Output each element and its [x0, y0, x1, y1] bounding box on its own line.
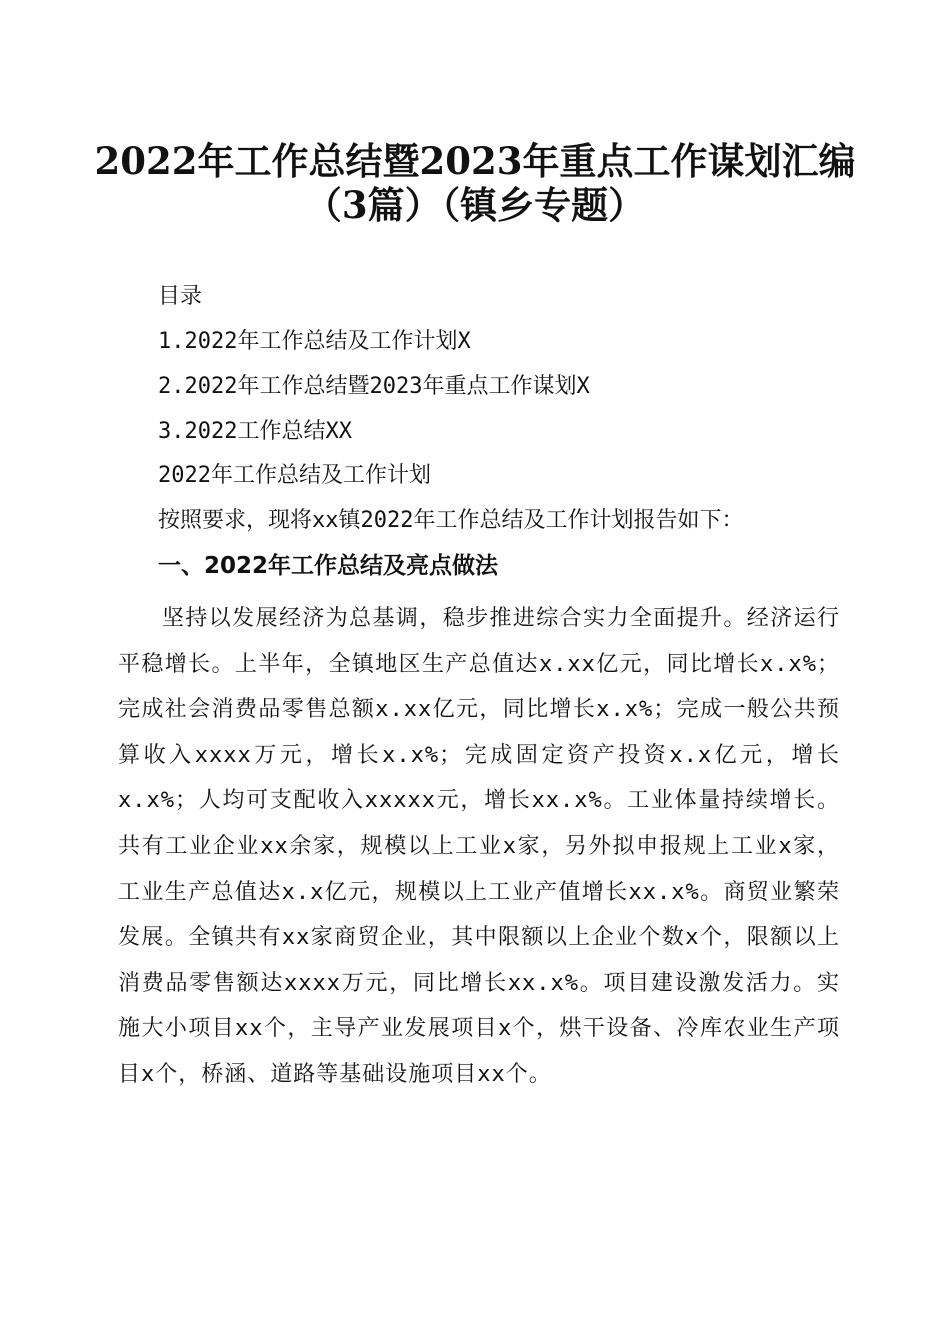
document-title-line-1: 2022年工作总结暨2023年重点工作谋划汇编	[94, 139, 856, 183]
document-title-line-2: （3篇）（镇乡专题）	[304, 183, 646, 227]
toc-heading: 目录	[158, 284, 203, 309]
article-intro: 按照要求，现将xx镇2022年工作总结及工作计划报告如下：	[158, 508, 744, 533]
toc-item-3: 3.2022工作总结XX	[158, 419, 352, 444]
toc-item-2: 2.2022年工作总结暨2023年重点工作谋划X	[158, 374, 590, 399]
toc-item-1: 1.2022年工作总结及工作计划X	[158, 329, 471, 354]
article-title: 2022年工作总结及工作计划	[158, 463, 431, 488]
section-1-heading: 一、2022年工作总结及亮点做法	[158, 553, 499, 579]
section-1-paragraph: 坚持以发展经济为总基调，稳步推进综合实力全面提升。经济运行平稳增长。上半年，全镇地区生产总值达x.xx亿元，同比增长x.x%；完成社会消费品零售总额x.xx亿元，同比增长x.x%；完成一般公共预算收入xxxx万元，增长x.x%；完成固定资产投资x.x亿元，增长x.x%；人均可支配收入xxxxx元，增长xx.x%。工业体量持续增长。共有工业企业xx余家，规模以上工业x家，另外拟申报规上工业x家，工业生产总值达x.x亿元，规模以上工业产值增长xx.x%。商贸业繁荣发展。全镇共有xx家商贸企业，其中限额以上企业个数x个，限额以上消费品零售额达xxxx万元，同比增长xx.x%。项目建设激发活力。实施大小项目xx个，主导产业发展项目x个，烘干设备、冷库农业生产项目x个，桥涵、道路等基础设施项目xx个。	[118, 606, 840, 1087]
